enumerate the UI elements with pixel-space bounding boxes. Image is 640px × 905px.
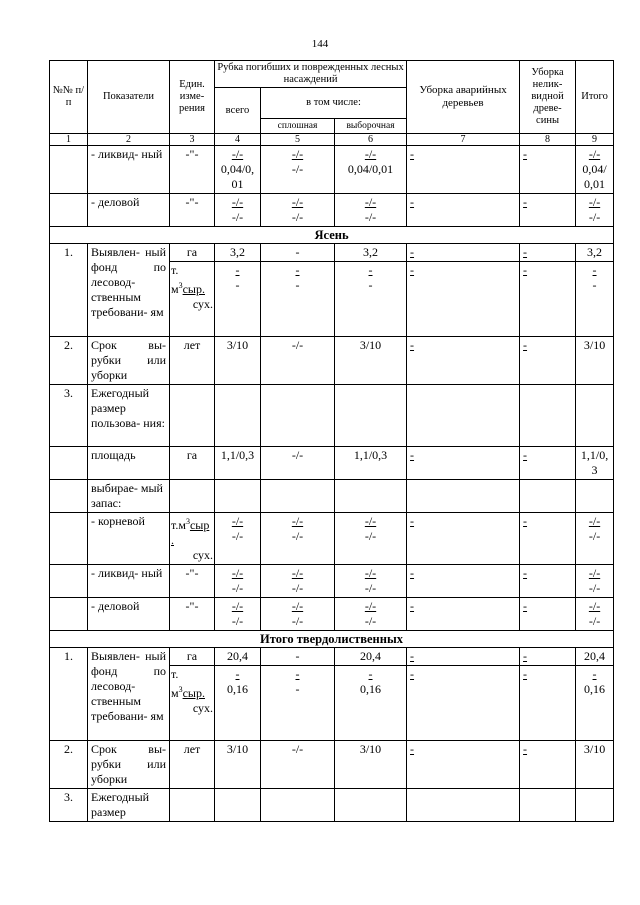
cell: -/- -/- [215, 513, 261, 565]
header-felling: Рубка погибших и поврежденных лесных насаждений [215, 61, 407, 88]
row-label: Выявлен- ный фонд по лесовод- ственным требовани- ям [88, 244, 170, 337]
cell: -/- -/- [261, 194, 335, 227]
row-unit: -"- [170, 194, 215, 227]
cell: - [261, 648, 335, 666]
table-row [50, 480, 614, 513]
table-row [50, 513, 614, 565]
cell: -/- -/- [215, 194, 261, 227]
cell: - [520, 194, 576, 227]
row-unit: т. $м^3сыр$. сух. [170, 262, 215, 337]
cell: 1,1/0, 3 [576, 447, 614, 480]
cell: 3/10 [576, 337, 614, 385]
row-label: площадь [88, 447, 170, 480]
table-row [50, 385, 614, 447]
row-unit: лет [170, 337, 215, 385]
cell: -/- [261, 337, 335, 385]
cell: -/- -/- [215, 598, 261, 631]
section-row [50, 631, 614, 648]
cell: - [520, 598, 576, 631]
row-label: - ликвид- ный [88, 146, 170, 194]
cell: - [520, 447, 576, 480]
row-number: 1. [50, 648, 88, 741]
row-unit: лет [170, 741, 215, 789]
cell: -/- -/- [261, 598, 335, 631]
cell: -/- 0,04/0, 01 [215, 146, 261, 194]
section-title: Ясень [50, 227, 614, 244]
header-unit: Един. изме- рения [170, 61, 215, 134]
row-label: выбирае- мый запас: [88, 480, 170, 513]
cell: - - [576, 262, 614, 337]
cell: -/- -/- [335, 565, 407, 598]
cell: - [520, 666, 576, 741]
cell: -/- 0,04/0,01 [335, 146, 407, 194]
row-unit: -"- [170, 565, 215, 598]
row-label: - деловой [88, 598, 170, 631]
column-number-row [50, 134, 614, 146]
header-clear: сплошная [261, 119, 335, 134]
cell: - [407, 244, 520, 262]
col-number: 2 [88, 134, 170, 146]
section-row [50, 227, 614, 244]
cell: - 0,16 [335, 666, 407, 741]
cell: -/- -/- [335, 513, 407, 565]
cell: - [407, 337, 520, 385]
cell: -/- -/- [335, 598, 407, 631]
header-num: №№ п/п [50, 61, 88, 134]
cell: 1,1/0,3 [215, 447, 261, 480]
cell: - - [261, 262, 335, 337]
cell: -/- -/- [261, 146, 335, 194]
table-row [50, 337, 614, 385]
cell: - - [215, 262, 261, 337]
cell: -/- -/- [576, 598, 614, 631]
cell: - [520, 741, 576, 789]
cell: - [407, 262, 520, 337]
table-row [50, 447, 614, 480]
cell: - 0,16 [576, 666, 614, 741]
cell: -/- 0,04/ 0,01 [576, 146, 614, 194]
cell: - [407, 648, 520, 666]
cell: - [407, 146, 520, 194]
row-label: Ежегодный размер [88, 789, 170, 822]
col-number: 8 [520, 134, 576, 146]
col-number: 9 [576, 134, 614, 146]
cell: 3,2 [215, 244, 261, 262]
cell: 3/10 [215, 741, 261, 789]
row-unit: -"- [170, 146, 215, 194]
col-number: 5 [261, 134, 335, 146]
cell: - [520, 262, 576, 337]
cell: 3,2 [576, 244, 614, 262]
cell: -/- -/- [576, 513, 614, 565]
header-nonliquid: Уборка нелик- видной древе- сины [520, 61, 576, 134]
page-number: 144 [311, 38, 329, 50]
col-number: 6 [335, 134, 407, 146]
cell: - [520, 244, 576, 262]
col-number: 7 [407, 134, 520, 146]
row-number: 1. [50, 244, 88, 337]
cell: 1,1/0,3 [335, 447, 407, 480]
table-row [50, 244, 614, 262]
header-including: в том числе: [261, 88, 407, 119]
felling-table [49, 60, 614, 822]
cell: -/- [261, 741, 335, 789]
cell: - [407, 513, 520, 565]
header-felling-total: всего [215, 88, 261, 134]
col-number: 3 [170, 134, 215, 146]
row-unit: га [170, 244, 215, 262]
cell: -/- [261, 447, 335, 480]
cell: 3/10 [215, 337, 261, 385]
cell: 20,4 [576, 648, 614, 666]
row-unit: т. $м^3сыр$. сух. [170, 666, 215, 741]
header-total: Итого [576, 61, 614, 134]
table-row [50, 565, 614, 598]
cell: - [407, 741, 520, 789]
row-unit: $т.м^3сыр$ . сух. [170, 513, 215, 565]
col-number: 4 [215, 134, 261, 146]
cell: - [520, 513, 576, 565]
cell: -/- -/- [261, 565, 335, 598]
row-number: 3. [50, 385, 88, 447]
cell: - - [261, 666, 335, 741]
cell: - [407, 598, 520, 631]
cell: 20,4 [215, 648, 261, 666]
cell: -/- -/- [335, 194, 407, 227]
cell: 3/10 [335, 337, 407, 385]
row-label: - деловой [88, 194, 170, 227]
cell: -/- -/- [261, 513, 335, 565]
row-label: Ежегодный размер пользова- ния: [88, 385, 170, 447]
table-row [50, 194, 614, 227]
table-row [50, 741, 614, 789]
header-indicators: Показатели [88, 61, 170, 134]
header-selective: выборочная [335, 119, 407, 134]
cell: - [407, 666, 520, 741]
cell: 20,4 [335, 648, 407, 666]
cell: - 0,16 [215, 666, 261, 741]
cell: - [520, 146, 576, 194]
cell: - [520, 648, 576, 666]
col-number: 1 [50, 134, 88, 146]
cell: -/- -/- [576, 194, 614, 227]
row-number: 2. [50, 337, 88, 385]
row-unit: га [170, 648, 215, 666]
cell: - [520, 337, 576, 385]
cell: 3,2 [335, 244, 407, 262]
row-label: - ликвид- ный [88, 565, 170, 598]
row-unit: -"- [170, 598, 215, 631]
cell: - [407, 447, 520, 480]
cell: - [407, 565, 520, 598]
row-label: - корневой [88, 513, 170, 565]
row-label: Срок вы- рубки или уборки [88, 337, 170, 385]
row-number: 3. [50, 789, 88, 822]
cell: - [407, 194, 520, 227]
table-row [50, 789, 614, 822]
header-emergency: Уборка аварийных деревьев [407, 61, 520, 134]
cell: - - [335, 262, 407, 337]
cell: -/- -/- [576, 565, 614, 598]
table-row [50, 598, 614, 631]
cell: 3/10 [576, 741, 614, 789]
row-label: Срок вы- рубки или уборки [88, 741, 170, 789]
cell: - [261, 244, 335, 262]
row-number: 2. [50, 741, 88, 789]
cell: 3/10 [335, 741, 407, 789]
table-row [50, 648, 614, 666]
header-row [50, 61, 614, 88]
row-label: Выявлен- ный фонд по лесовод- ственным требовани- ям [88, 648, 170, 741]
cell: -/- -/- [215, 565, 261, 598]
section-title: Итого твердолиственных [50, 631, 614, 648]
cell: - [520, 565, 576, 598]
row-unit: га [170, 447, 215, 480]
table-row [50, 146, 614, 194]
